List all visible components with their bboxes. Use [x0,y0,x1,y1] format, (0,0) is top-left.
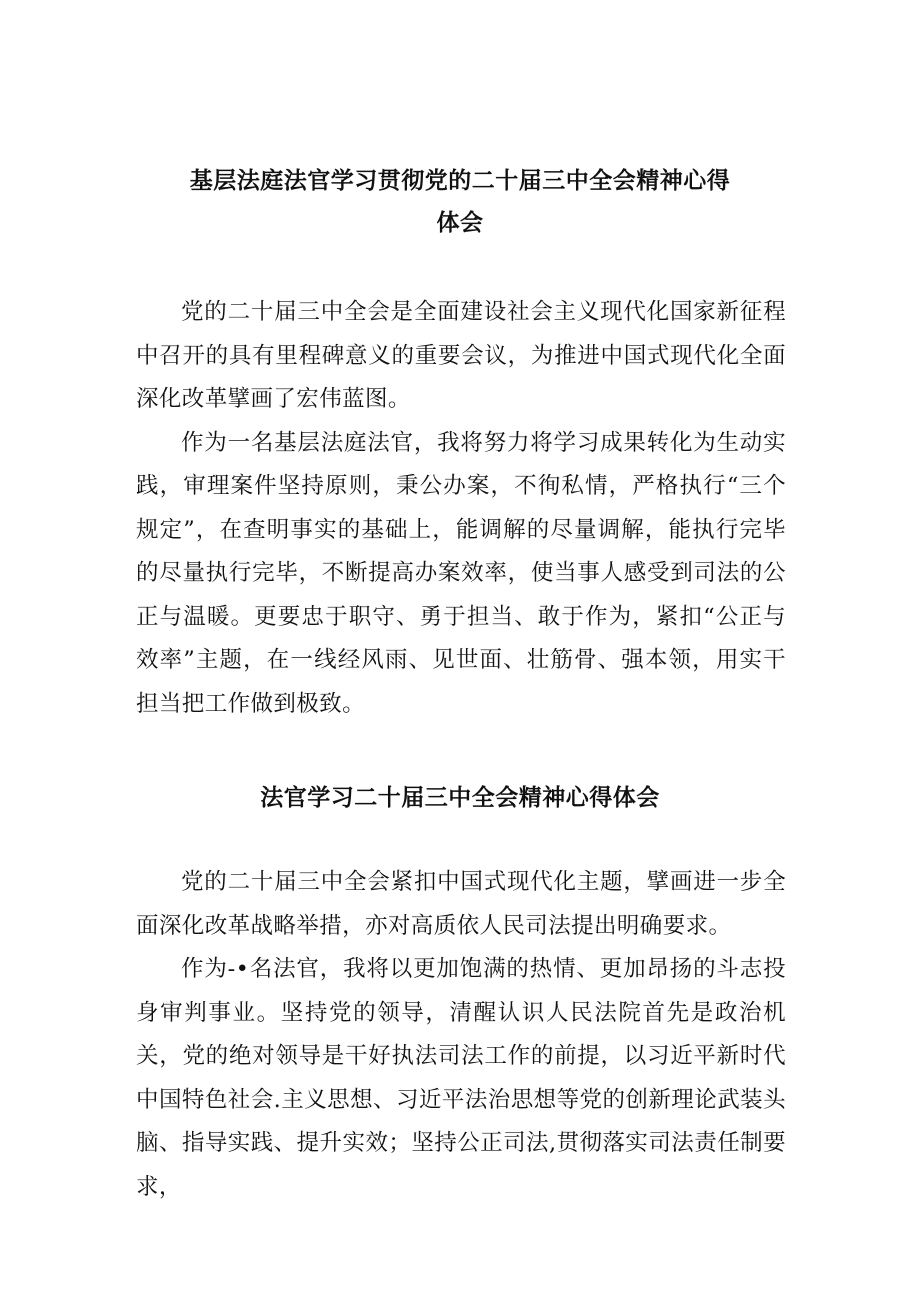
article-2-body [136,861,786,1209]
article-1-title-line-1: 基层法庭法官学习贯彻党的二十届三中全会精神心得 [189,168,731,194]
article-1-paragraph-2: 作为一名基层法庭法官，我将努力将学习成果转化为生动实践，审理案件坚持原则，秉公办案，不徇私情，严格执行“三个规定”，在查明事实的基础上，能调解的尽量调解，能执行完毕的尽量执行完毕，不断提高办案效率，使当事人感受到司法的公正与温暖。更要忠于职守、勇于担当、敢于作为，紧扣“公正与效率”主题，在一线经风雨、见世面、壮筋骨、强本领，用实干担当把工作做到极致。 [136,429,786,717]
article-1-title [0,160,920,244]
article-1-body [136,291,786,726]
article-2-title [0,777,920,819]
article-2-paragraph-1: 党的二十届三中全会紧扣中国式现代化主题，擘画进一步全面深化改革战略举措，亦对高质依人民司法提出明确要求。 [136,869,786,939]
article-1-paragraph-1: 党的二十届三中全会是全面建设社会主义现代化国家新征程中召开的具有里程碑意义的重要会议，为推进中国式现代化全面深化改革擘画了宏伟蓝图。 [136,299,786,412]
article-1-title-line-2: 体会 [436,210,484,236]
article-2-paragraph-2: 作为-•名法官，我将以更加饱满的热情、更加昂扬的斗志投身审判事业。坚持党的领导，清醒认识人民法院首先是政治机关，党的绝对领导是干好执法司法工作的前提，以习近平新时代中国特色社会.主义思想、习近平法治思想等党的创新理论武装头脑、指导实践、提升实效；坚持公正司法,贯彻落实司法责任制要求， [136,956,786,1200]
article-2-title-line-1: 法官学习二十届三中全会精神心得体会 [260,785,660,811]
